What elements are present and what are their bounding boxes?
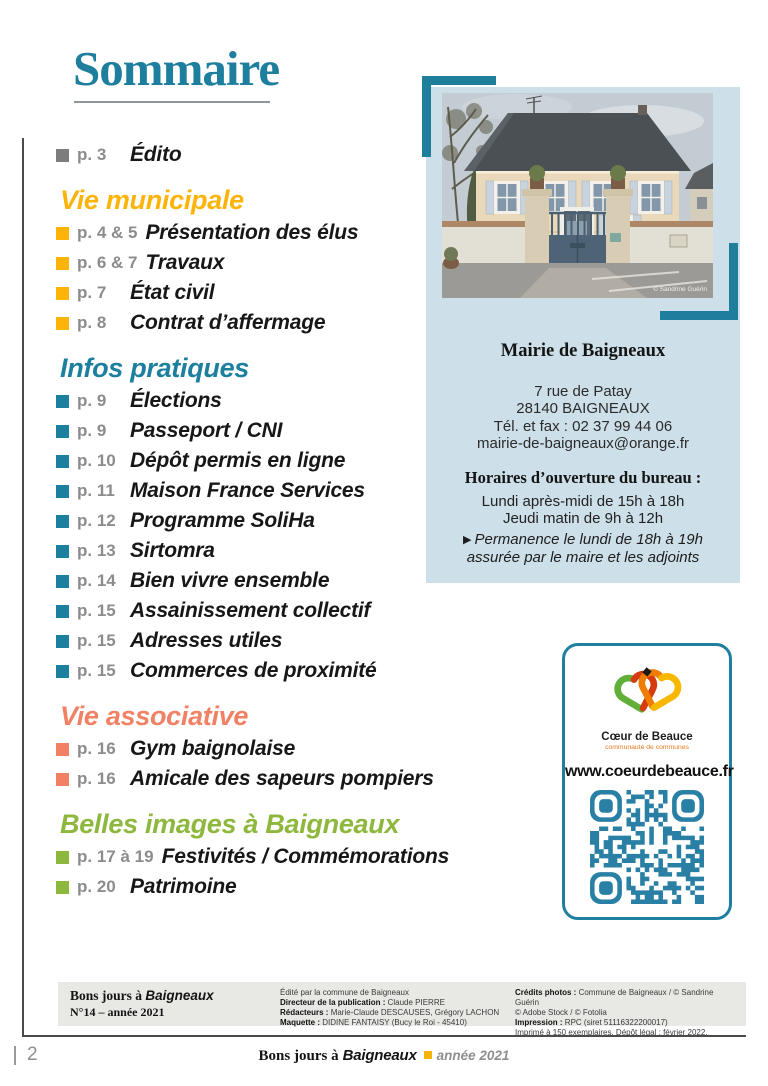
toc-item-label: État civil xyxy=(130,281,215,304)
bullet-square-icon xyxy=(56,149,69,162)
coeur-de-beauce-wordmark: Cœur de Beauce xyxy=(601,731,693,743)
mairie-photo xyxy=(442,93,713,298)
permanence-note xyxy=(426,531,740,566)
coeur-de-beauce-box xyxy=(562,643,732,920)
page-frame-line-left xyxy=(22,138,24,1035)
imprint-line: Impression : RPC (siret 51116322200017) xyxy=(515,1018,668,1027)
opening-hours-title: Horaires d’ouverture du bureau : xyxy=(464,468,702,487)
imprint-line: Édité par la commune de Baigneaux xyxy=(280,988,409,997)
address-line: 28140 BAIGNEAUX xyxy=(516,400,650,418)
triangle-marker-icon: ▶ xyxy=(463,534,472,546)
photo-credit: © Sandrine Guérin xyxy=(653,286,707,293)
toc-item-label: Adresses utiles xyxy=(130,629,283,652)
toc-page-number: p. 9 xyxy=(77,391,107,410)
hours-line: Lundi après-midi de 15h à 18h xyxy=(481,493,685,510)
imprint-credits-info xyxy=(515,988,736,1038)
bullet-square-icon xyxy=(56,575,69,588)
imprint-line: Directeur de la publication : Claude PIERRE xyxy=(280,998,445,1007)
toc-page-number: p. 15 xyxy=(77,601,116,620)
toc-page-number: p. 11 xyxy=(77,481,115,500)
toc-item xyxy=(56,446,486,476)
imprint-line: Imprimé à 150 exemplaires. Dépôt légal : février 2022. xyxy=(515,1028,708,1037)
toc-page-number: p. 12 xyxy=(77,511,116,530)
bullet-square-icon xyxy=(56,605,69,618)
toc-item xyxy=(56,842,486,872)
imprint-publication-info xyxy=(280,988,505,1028)
bullet-square-icon xyxy=(56,851,69,864)
coeur-de-beauce-tagline: communauté de communes xyxy=(605,744,689,751)
toc-item-label: Amicale des sapeurs pompiers xyxy=(130,767,434,790)
toc-page-number: p. 10 xyxy=(77,451,116,470)
toc-item-label: Commerces de proximité xyxy=(130,659,377,682)
bullet-square-icon xyxy=(56,515,69,528)
mairie-info-panel xyxy=(426,87,740,583)
toc-item xyxy=(56,734,486,764)
imprint-line: Rédacteurs : Marie-Claude DESCAUSES, Grégory LACHON xyxy=(280,1008,500,1017)
imprint-issue-block xyxy=(70,988,280,1020)
toc-item xyxy=(56,248,486,278)
mairie-photo-illustration xyxy=(442,93,713,298)
table-of-contents xyxy=(56,140,486,902)
coeur-de-beauce-website: www.coeurdebeauce.fr xyxy=(565,763,734,780)
toc-item-label: Festivités / Commémorations xyxy=(161,845,450,868)
toc-item xyxy=(56,386,486,416)
toc-page-number: p. 16 xyxy=(77,769,116,788)
hours-line: Jeudi matin de 9h à 12h xyxy=(502,510,664,528)
bullet-square-icon xyxy=(56,773,69,786)
toc-section-heading-infos-pratiques: Infos pratiques xyxy=(60,353,250,383)
page-title: Sommaire xyxy=(73,41,280,96)
toc-page-number: p. 8 xyxy=(77,313,107,332)
toc-item xyxy=(56,416,486,446)
toc-item-label: Bien vivre ensemble xyxy=(130,569,330,592)
toc-item-label: Édito xyxy=(130,143,182,166)
bullet-square-icon xyxy=(56,257,69,270)
title-underline xyxy=(74,101,270,103)
qr-code xyxy=(590,790,704,904)
bullet-square-icon xyxy=(56,425,69,438)
toc-page-number: p. 15 xyxy=(77,631,116,650)
imprint-line: © Adobe Stock / © Fotolia xyxy=(515,1008,607,1017)
toc-page-number: p. 9 xyxy=(77,421,107,440)
toc-item xyxy=(56,308,486,338)
toc-section-heading-vie-associative: Vie associative xyxy=(60,701,249,731)
toc-page-number: p. 16 xyxy=(77,739,116,758)
toc-item-label: Assainissement collectif xyxy=(130,599,371,622)
address-line: mairie-de-baigneaux@orange.fr xyxy=(476,434,689,452)
bullet-square-icon xyxy=(56,395,69,408)
page-number: 2 xyxy=(27,1044,38,1065)
bullet-square-icon xyxy=(56,287,69,300)
toc-section-heading-belles-images: Belles images à Baigneaux xyxy=(60,809,400,839)
toc-item xyxy=(56,536,486,566)
address-line: 7 rue de Patay xyxy=(534,383,632,400)
toc-item xyxy=(56,476,486,506)
bullet-square-icon xyxy=(56,317,69,330)
bullet-square-icon xyxy=(56,545,69,558)
toc-section-heading-vie-municipale: Vie municipale xyxy=(60,185,244,215)
bullet-square-icon xyxy=(56,743,69,756)
toc-item xyxy=(56,626,486,656)
note-line: assurée par le maire et les adjoints xyxy=(466,549,700,566)
toc-item-label: Élections xyxy=(130,389,222,412)
address-line: Tél. et fax : 02 37 99 44 06 xyxy=(493,417,673,435)
bullet-square-icon xyxy=(56,665,69,678)
toc-item xyxy=(56,218,486,248)
toc-item-label: Contrat d’affermage xyxy=(130,311,326,334)
toc-item xyxy=(56,656,486,686)
toc-page-number: p. 6 & 7 xyxy=(77,253,138,272)
bullet-square-icon xyxy=(56,227,69,240)
toc-page-number: p. 7 xyxy=(77,283,107,302)
bullet-square-icon xyxy=(56,635,69,648)
imprint-line: Maquette : DIDINE FANTAISY (Bucy le Roi - 45410) xyxy=(280,1018,467,1027)
toc-item-label: Présentation des élus xyxy=(145,221,359,244)
mairie-address xyxy=(426,383,740,452)
toc-page-number: p. 15 xyxy=(77,661,116,680)
toc-item-label: Patrimoine xyxy=(130,875,237,898)
toc-page-number: p. 3 xyxy=(77,145,107,164)
toc-item xyxy=(56,566,486,596)
toc-item xyxy=(56,596,486,626)
note-line: ▶ Permanence le lundi de 18h à 19h xyxy=(463,531,703,548)
imprint-box xyxy=(58,982,746,1037)
toc-page-number: p. 14 xyxy=(77,571,116,590)
toc-item xyxy=(56,764,486,794)
toc-page-number: p. 20 xyxy=(77,877,116,896)
page-footer-title: Bons jours à Baigneaux année 2021 xyxy=(258,1047,510,1064)
toc-page-number: p. 17 à 19 xyxy=(77,847,154,866)
bullet-square-icon xyxy=(56,881,69,894)
bullet-square-icon xyxy=(56,485,69,498)
toc-item-label: Dépôt permis en ligne xyxy=(130,449,346,472)
gate xyxy=(549,213,606,268)
toc-page-number: p. 4 & 5 xyxy=(77,223,138,242)
imprint-line: Crédits photos : Commune de Baigneaux / © Sandrine Guérin xyxy=(515,988,714,1007)
bullet-square-icon xyxy=(56,455,69,468)
yellow-square-icon xyxy=(424,1051,432,1059)
toc-item-label: Sirtomra xyxy=(130,539,215,562)
opening-hours xyxy=(426,493,740,528)
coeur-de-beauce-logo xyxy=(597,652,697,730)
toc-item-label: Passeport / CNI xyxy=(130,419,283,442)
toc-item-label: Gym baignolaise xyxy=(130,737,296,760)
toc-item-label: Travaux xyxy=(145,251,225,274)
mairie-title: Mairie de Baigneaux xyxy=(500,341,666,361)
toc-page-number: p. 13 xyxy=(77,541,116,560)
toc-item-label: Programme SoliHa xyxy=(130,509,315,532)
toc-item-label: Maison France Services xyxy=(130,479,365,502)
toc-item xyxy=(56,872,486,902)
imprint-magazine-title: Bons jours à Baigneaux xyxy=(70,988,214,1003)
toc-item xyxy=(56,506,486,536)
imprint-issue-number: N°14 – année 2021 xyxy=(70,1005,165,1019)
toc-item xyxy=(56,278,486,308)
